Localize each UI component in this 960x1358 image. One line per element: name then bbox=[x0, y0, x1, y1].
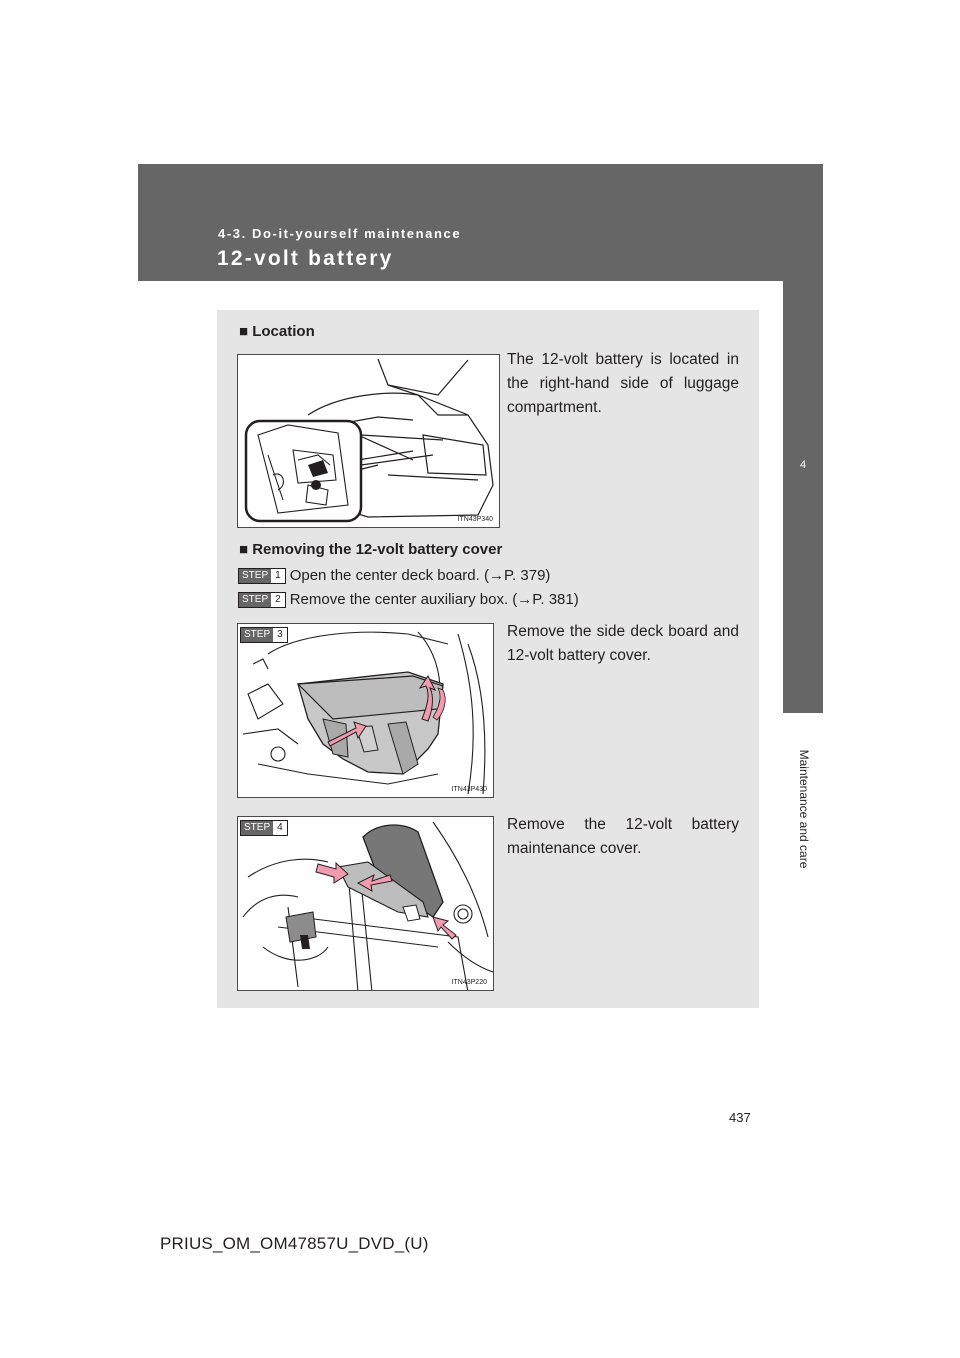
maintenance-cover-illustration bbox=[238, 817, 494, 991]
step-3-description: Remove the side deck board and 12-volt battery cover. bbox=[507, 623, 739, 664]
step-1-text: Open the center deck board. (→P. 379) bbox=[289, 567, 551, 584]
step-4-illustration bbox=[237, 816, 494, 991]
location-heading: ■ Location bbox=[239, 323, 315, 340]
section-title: 4-3. Do-it-yourself maintenance bbox=[218, 226, 462, 241]
step-4-description: Remove the 12-volt battery maintenance cover. bbox=[507, 816, 739, 857]
location-illustration bbox=[237, 354, 500, 528]
step-badge: STEP 2 bbox=[238, 592, 286, 608]
chapter-label-container bbox=[797, 740, 811, 880]
car-luggage-illustration bbox=[238, 355, 500, 528]
removing-heading: ■ Removing the 12-volt battery cover bbox=[239, 541, 503, 558]
header-band bbox=[138, 164, 823, 281]
step-badge: STEP 1 bbox=[238, 568, 286, 584]
step-3-illustration bbox=[237, 623, 494, 798]
figure-id: ITN43P430 bbox=[451, 786, 487, 793]
step-4-badge: STEP 4 bbox=[240, 819, 292, 837]
deck-board-illustration bbox=[238, 624, 494, 798]
location-description: The 12-volt battery is located in the right-hand side of luggage compartment. bbox=[507, 351, 739, 416]
step-1 bbox=[238, 567, 550, 584]
step-2 bbox=[238, 591, 579, 608]
chapter-tab bbox=[783, 281, 823, 713]
content-panel bbox=[217, 310, 759, 1008]
document-code: PRIUS_OM_OM47857U_DVD_(U) bbox=[160, 1234, 429, 1253]
step-2-text: Remove the center auxiliary box. (→P. 381) bbox=[289, 591, 579, 608]
figure-id: ITN43P340 bbox=[457, 516, 493, 523]
chapter-number: 4 bbox=[799, 459, 807, 471]
chapter-label: Maintenance and care bbox=[797, 749, 811, 869]
figure-id: ITN43P220 bbox=[451, 979, 487, 986]
page-title: 12-volt battery bbox=[217, 247, 394, 270]
step-3-badge: STEP 3 bbox=[240, 626, 292, 644]
page-number: 437 bbox=[729, 1110, 751, 1125]
